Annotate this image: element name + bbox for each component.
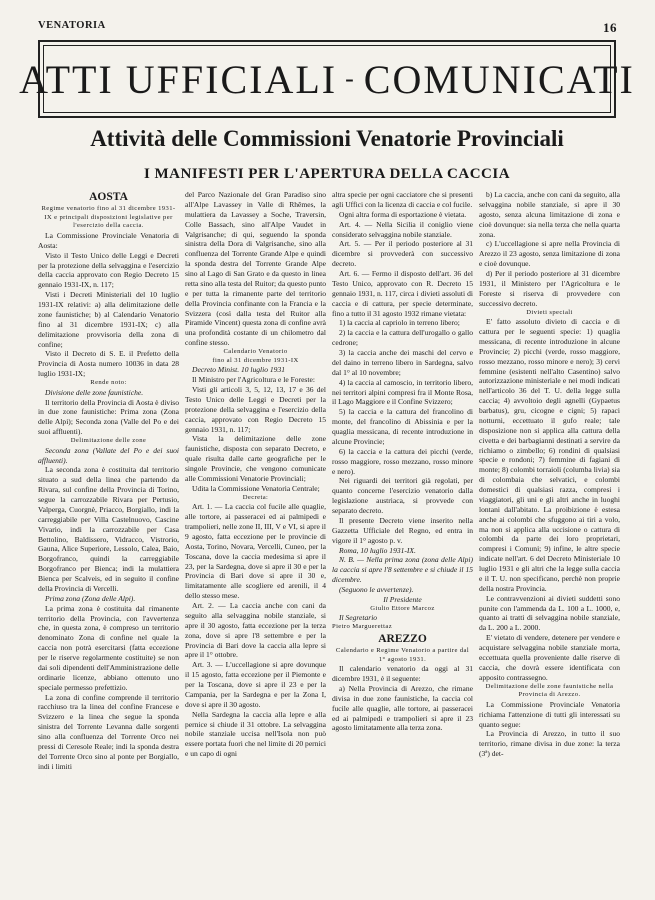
paragraph: Vista la delimitazione delle zone faunistiche, disposta con separato Decreto, e quale risulta dalle carte geografiche per le singole Provincie, che vengono comunicate alle Commissioni Venatorie Provinciali;: [185, 434, 326, 483]
list-item: 3) la caccia anche dei maschi del cervo e del daino in terreno libero in Sardegna, salvo dal 1° al 10 novembre;: [332, 348, 473, 377]
paragraph: Ogni altra forma di esportazione è vietata.: [339, 209, 467, 219]
paragraph: Udita la Commissione Venatoria Centrale;: [192, 483, 320, 493]
paragraph: c) L'uccellagione si apre nella Provincia di Arezzo il 23 agosto, senza limitazione di zona e cioè dovunque.: [479, 239, 620, 269]
paragraph: Le contravvenzioni ai divieti suddetti sono punite con l'ammenda da L. 100 a L. 1000, e, quanto ai tratti di selvaggina nobile stanziale, da L. 200 a L. 2000.: [479, 593, 620, 633]
article-3: Art. 3. — L'uccellagione si apre dovunque il 15 agosto, fatta eccezione per il Piemonte e per la Toscana, dove si apre il 23 e per la Campania, per la Sardegna e per la Zona I, dove si apre il 30 agosto.: [185, 660, 326, 709]
paragraph: Nei riguardi dei territori già regolati, per quanto concerne l'esercizio venatorio dalla legislazione austriaca, si provvede con separato decreto.: [332, 476, 473, 515]
paragraph: E' fatto assoluto divieto di caccia e di cattura per le seguenti specie: 1) quaglia messicana, di recente introduzione in alcune Provincie; 2) picchi (verde, rosso maggiore, rosso mezzano, rosso minore e nero); 3) cervi femmine (esistenti nell'alto Casentino) salvo autorizzazione ministeriale e nei modi indicati nell'articolo 36 del T. U. della legge sulla caccia; 4) avvoltoio degli agnelli (Gypaetus barbatus), gru, cicogne e cigni; 5) rapaci notturni, eccettuato il gufo reale; tale disposizione non si applica alla cattura della civetta e dei barbagianni destinati a servire da richiamo o zimbello; 6) rondini di qualsiasi specie e rondoni; 7) femmine di fagiani di monte; 8) colombi torraioli (columba livia) sia di colombaia che selvatici, e colombi domestici di qualsiasi razza, compresi i viaggiatori, gli uni e gli altri anche in luoghi lontani dall'abitato. La proibizione è estesa anche ai colombi che sfuggono ai tiri a volo, ma non si applica alla uccisione o cattura di colombi da parte dei loro proprietari, compresi i Comuni; 9) infine, le altre specie indicate nell'art. 6 del Decreto Ministeriale 10 luglio 1931 e gli altri che la legge sulla caccia e il T. U. non specificano, perchè non proprie della nostra Provincia.: [479, 317, 620, 593]
paragraph: Il presente Decreto viene inserito nella Gazzetta Ufficiale del Regno, ed entra in vigore il 1° agosto p. v.: [332, 515, 473, 545]
paragraph: La seconda zona è costituita dal territorio situato a sud della linea che partendo da Rivara, sul confine della Provincia di Torino, segue la carrozzabile Rivara per Pertusio, Valperga, Cuorgnè, Priacco, Borgiallo, indi la carreggiabile per Villa Castelnuovo, Cascine Vivario, indi la carrozzabile per Casa Bettolino, Baldissero, Vidracco, Vistrorio, Gauna, Alice Superiore, Lessolo, Calea, Baio, Borgofranco, quindi la carreggiabile Borgofranco per Bienca; indi la mulattiera Bienca per Scalveis, ed in seguito il confine della Provincia di Vercelli.: [38, 465, 179, 593]
list-item: 1) la caccia al capriolo in terreno libero;: [339, 318, 460, 328]
banner-inner: [19, 45, 635, 113]
decree-heading: Decreto Minist. 10 luglio 1931: [192, 365, 285, 375]
paragraph: altra specie per ogni cacciatore che si presenti agli Uffici con la licenza di caccia e col fucile.: [332, 190, 473, 209]
rende-noto-heading: Rende noto:: [90, 379, 127, 387]
list-item: 4) la caccia al camoscio, in territorio libero, nei territori alpini compresi fra il Monte Rosa, il Lago Maggiore e il Confine Svizzero;: [332, 377, 473, 407]
paragraph: Il Ministro per l'Agricoltura e le Foreste:: [192, 375, 315, 385]
article-6: Art. 6. — Fermo il disposto dell'art. 36 del Testo Unico, approvato con R. Decreto 15 gennaio 1931, n. 117, circa i divieti assoluti di caccia e di cattura, per specie determinate, fino a tutto il 31 agosto 1932 rimane vietata:: [332, 269, 473, 318]
decree-date: Roma, 10 luglio 1931-IX.: [339, 545, 416, 555]
paragraph: La Commissione Provinciale Venatoria di Aosta:: [38, 230, 179, 250]
zone-heading: Prima zona (Zona delle Alpi).: [45, 593, 136, 603]
paragraph: La prima zona è costituita dal rimanente territorio della Provincia, con l'avvertenza che, in questa zona, è compreso un territorio denominato Zona di confine nel quale la caccia non potrà esercitarsi (fatta eccezione per le riserve regolarmente costituite) se non dai soli dipendenti dell'Amministrazione delle ordinarie licenze, abbiano ottenuto uno speciale permesso prefettizio.: [38, 603, 179, 692]
delimitation-heading: Delimitazione delle zone faunistiche nella Provincia di Arezzo.: [485, 682, 614, 699]
calendar-heading: Calendario e Regime Venatorio a partire dal 1° agosto 1931.: [335, 646, 470, 663]
section-heading-aosta: AOSTA: [89, 191, 128, 203]
column-3: [332, 190, 473, 890]
paragraph: del Parco Nazionale del Gran Paradiso sino all'Alpe Lavassey in Valle di Rhêmes, la mulattiera da Lavassey a Soche, Traversin, Colle Bassach, sino all'Alpe Vaudet in Valgrisanche; di qui, seguendo la sponda sinistra della Dora di Valgrisanche, sino alla confluenza del Torrente Grande Alpe e quindi la sponda destra del Torrente Grande Alpe sino al Lago di San Grato e da questo in linea retta sino alla testa del Ruitor; da questo punto e per tutta la rimanente parte del territorio della Provincia confinante con la Francia e la Svizzera (così dalla testa del Ruitor alla Piramide Vincent) questa zona di confine avrà una profondità costante di un chilometro dal confine stesso.: [185, 190, 326, 348]
paragraph: d) Per il periodo posteriore al 31 dicembre 1931, il Ministero per l'Agricoltura e le Foreste si riserva di provvedere con successivo decreto.: [479, 269, 620, 308]
list-item: 2) la caccia e la cattura dell'urogallo o gallo cedrone;: [332, 328, 473, 348]
paragraph: La Commissione Provinciale Venatoria richiama l'attenzione di tutti gli interessati su quanto segue:: [479, 699, 620, 729]
paragraph: La Provincia di Arezzo, in tutto il suo territorio, rimane divisa in due zone: la terza (3ª) det-: [479, 729, 620, 759]
list-item: 6) la caccia e la cattura dei picchi (verde, rosso maggiore, rosso mezzano, rosso minore e nero).: [332, 446, 473, 476]
signature-name: Giulio Ettore Marcoz: [370, 604, 435, 612]
column-2: [185, 190, 326, 890]
paragraph: Visti gli articoli 3, 5, 12, 13, 17 e 36 del Testo Unico delle Leggi e Decreti per la protezione della selvaggina e l'esercizio della caccia, approvato con Regio Decreto 15 gennaio 1931, n. 117;: [185, 385, 326, 434]
article-5: Art. 5. — Per il periodo posteriore al 31 dicembre si provvederà con successivo decreto.: [332, 239, 473, 269]
calendar-subheading: fino al 31 dicembre 1931-IX: [212, 356, 299, 364]
column-1: [38, 190, 179, 890]
calendar-heading: Calendario Venatorio: [223, 348, 288, 355]
section-banner: [19, 40, 635, 118]
regime-heading: Regime venatorio fino al 31 dicembre 1931-IX e principali disposizioni legislative per l'esercizio della caccia.: [41, 205, 176, 230]
section-heading-arezzo: AREZZO: [378, 632, 427, 645]
page-number: 16: [603, 20, 617, 35]
banner-left: ATTI UFFICIALI: [19, 56, 338, 102]
paragraph: La zona di confine comprende il territorio racchiuso tra la linea del confine Francese e Svizzero e la linea che segue la sponda sinistra del Torrente Levanna dalle sorgenti sino alla confluenza del Torrente Orco nei pressi di Ceresole Reale; indi la sponda destra del Torrente Orco sino al ponte per Borgiallo, indi i limiti: [38, 692, 179, 771]
signature-title: Il Segretario: [339, 613, 378, 623]
running-header: [38, 20, 617, 36]
magazine-name: VENATORIA: [38, 20, 106, 31]
signature-title: Il Presidente: [383, 594, 422, 604]
paragraph: Visto il Decreto di S. E. il Prefetto della Provincia di Aosta numero 10036 in data 28 luglio 1931-IX;: [38, 349, 179, 379]
paragraph: E' vietato di vendere, detenere per vendere e acquistare selvaggina nobile stanziale morta, eccettuata quella proveniente dalle riserve di caccia, che dovrà essere identificata con apposito contrassegno.: [479, 633, 620, 682]
article-body: [38, 190, 623, 890]
paragraph: Nella Sardegna la caccia alla lepre e alla pernice si chiude il 31 ottobre. La selvaggina nobile stanziale uccisa nell'Isola non può essere portata fuori che nel limite di 20 pernici e un capo di ogni: [185, 709, 326, 759]
divieti-heading: Divieti speciali: [526, 308, 573, 316]
paragraph: Visti i Decreti Ministeriali del 10 luglio 1931-IX relativi: a) alla delimitazione delle zone faunistiche; b) al Calendario Venatorio fino al 31 dicembre 1931-IX; c) alla delimitazione provvisoria della zona di confine;: [38, 290, 179, 349]
division-heading: Divisione delle zone faunistiche.: [45, 387, 144, 397]
article-title: Attività delle Commissioni Venatorie Provinciali: [90, 126, 564, 151]
column-4: [479, 190, 620, 890]
paragraph: Il calendario venatorio da oggi al 31 dicembre 1931, è il seguente:: [332, 664, 473, 684]
delimitation-heading: Delimitazione delle zone: [70, 437, 147, 445]
list-item: 5) la caccia e la cattura del francolino di monte, del francolino di Abissinia e per la quaglia messicana, di recente introduzione in alcune Provincie;: [332, 407, 473, 446]
article-subtitle: I MANIFESTI PER L'APERTURA DELLA CACCIA: [143, 166, 511, 182]
banner-right: COMUNICATI: [363, 56, 635, 102]
banner-dash: -: [345, 64, 356, 93]
paragraph: Il territorio della Provincia di Aosta è diviso in due zone faunistiche: Prima zona (Zona delle Alpi); Seconda zona (Valle del Po e dei suoi affluenti).: [38, 397, 179, 437]
decreta-heading: Decreta:: [242, 493, 269, 501]
article-4: Art. 4. — Nella Sicilia il coniglio viene considerato selvaggina nobile stanziale.: [332, 219, 473, 239]
nota-bene: N. B. — Nella prima zona (zona delle Alpi) la caccia si apre l'8 settembre e si chiude il 15 dicembre.: [332, 555, 473, 585]
article-1: Art. 1. — La caccia col fucile alle quaglie, alle tortore, ai passeracei ed ai palmipedi e trampolieri, nelle zone II, III, V e VI, si apre il 9 agosto, fatta eccezione per le provincie di Aosta, Torino, Novara, Vercelli, Cuneo, per la Toscana, dove la caccia medesima si apre il 23, per la Sardegna, dove si apre il 30 e per la Provincia di Bari dove si apre il 30 e, limitatamente alle scogliere ed arenili, il 4 dello stesso mese.: [185, 502, 326, 601]
paragraph: a) Nella Provincia di Arezzo, che rimane divisa in due zone faunistiche, la caccia col fucile alle quaglie, alle tortore, ai passeracei ed ai palmipedi e trampolieri si apre il 23 agosto limitatamente alla terza zona.: [332, 683, 473, 733]
follows-note: (Seguono le avvertenze).: [339, 585, 414, 594]
article-2: Art. 2. — La caccia anche con cani da seguito alla selvaggina nobile stanziale, si apre il 30 agosto, fatta eccezione per la terza zona, dove si apre l'8 settembre e per la Provincia di Bari dove la caccia alla lepre si apre il 1° ottobre.: [185, 601, 326, 660]
paragraph: b) La caccia, anche con cani da seguito, alla selvaggina nobile stanziale, si apre il 30 agosto, senza alcuna limitazione di zona e cioè dovunque: sia nella terza che nella quarta zona.: [479, 190, 620, 239]
zone-heading: Seconda zona (Vallate del Po e dei suoi affluenti).: [38, 445, 179, 465]
paragraph: Visto il Testo Unico delle Leggi e Decreti per la protezione della selvaggina e l'esercizio della caccia approvato con Regio Decreto 15 gennaio 1931-IX, n. 117;: [38, 250, 179, 290]
signature-name: Pietro Marguerettaz: [332, 623, 393, 631]
